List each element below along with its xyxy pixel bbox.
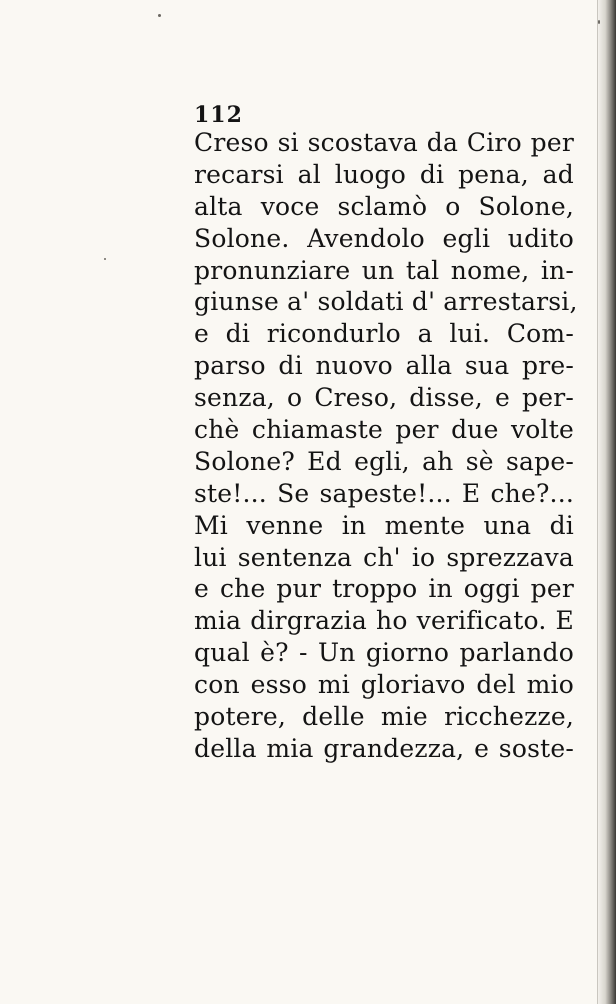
text-line: Solone. Avendolo egli udito [194, 223, 574, 253]
text-column [194, 95, 578, 765]
text-line: recarsi al luogo di pena, ad [194, 159, 574, 189]
text-line: parso di nuovo alla sua pre- [194, 351, 574, 381]
text-line: qual è? - Un giorno parlando [194, 638, 574, 668]
text-line: Solone? Ed egli, ah sè sape- [194, 446, 574, 476]
text-line: chè chiamaste per due volte [194, 415, 574, 445]
page-edge-shadow [598, 0, 616, 1004]
text-line: e di ricondurlo a lui. Com- [194, 319, 574, 349]
text-line: mia dirgrazia ho verificato. E [194, 606, 574, 636]
paper-speck [104, 258, 106, 260]
paper-speck [598, 20, 600, 24]
text-line: Mi venne in mente una di [194, 510, 574, 540]
page-number: 112 [194, 102, 243, 128]
body-text [194, 127, 578, 765]
text-line: e che pur troppo in oggi per [194, 574, 574, 604]
text-line: lui sentenza ch' io sprezzava [194, 542, 574, 572]
text-line: potere, delle mie ricchezze, [194, 702, 574, 732]
text-line: ste!... Se sapeste!... E che?... [194, 478, 574, 508]
text-line: giunse a' soldati d' arrestarsi, [194, 287, 578, 317]
text-line: alta voce sclamò o Solone, [194, 191, 574, 221]
paper-speck [158, 14, 161, 17]
text-line: della mia grandezza, e soste- [194, 733, 574, 763]
text-line: con esso mi gloriavo del mio [194, 670, 574, 700]
text-line: pronunziare un tal nome, in- [194, 255, 574, 285]
text-line: senza, o Creso, disse, e per- [194, 383, 574, 413]
text-line: Creso si scostava da Ciro per [194, 128, 574, 157]
